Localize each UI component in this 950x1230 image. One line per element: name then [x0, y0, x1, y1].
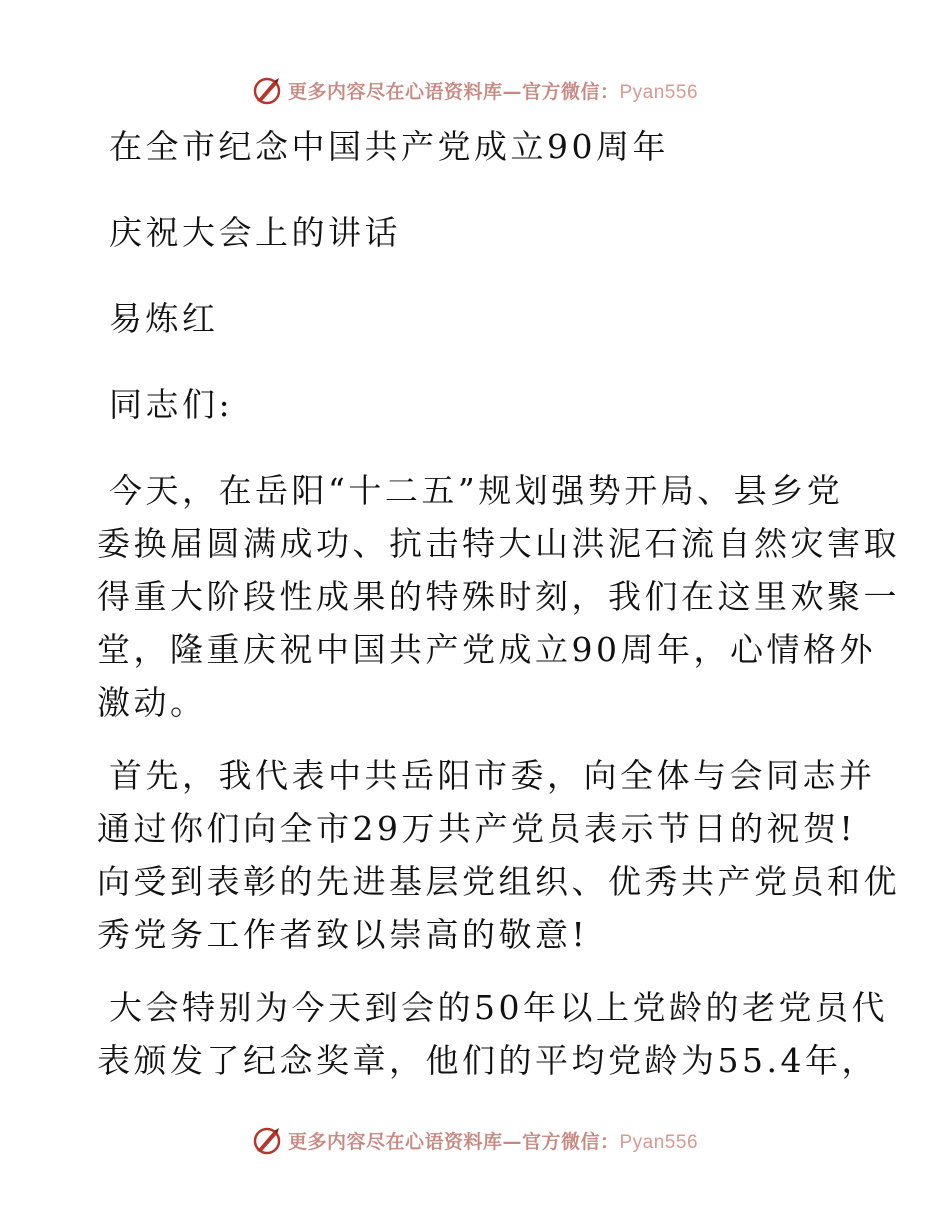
paragraph-line: 大会特别为今天到会的50年以上党龄的老党员代 — [109, 988, 888, 1027]
paragraph-line: 表颁发了纪念奖章，他们的平均党龄为55.4年， — [97, 1041, 878, 1080]
paragraph-line: 通过你们向全市29万共产党员表示节日的祝贺! — [97, 809, 857, 848]
watermark-footer — [0, 1120, 950, 1160]
watermark-text: 更多内容尽在心语资料库—官方微信：Pyan556 — [287, 80, 699, 103]
paragraph-2 — [97, 749, 900, 961]
paragraph-line: 激动。 — [97, 683, 207, 722]
paragraph-line: 委换届圆满成功、抗击特大山洪泥石流自然灾害取 — [97, 524, 900, 563]
speech-title-line-1: 在全市纪念中国共产党成立90周年 — [109, 127, 669, 166]
quill-logo-icon — [252, 1125, 282, 1155]
paragraph-3 — [97, 981, 888, 1087]
speech-heading — [97, 120, 857, 173]
paragraph-line: 首先，我代表中共岳阳市委，向全体与会同志并 — [109, 756, 876, 795]
paragraph-1 — [97, 464, 900, 729]
speech-title-line-2: 庆祝大会上的讲话 — [109, 213, 401, 252]
watermark-header — [0, 70, 950, 110]
paragraph-line: 秀党务工作者致以崇高的敬意! — [97, 915, 589, 954]
paragraph-line: 堂，隆重庆祝中国共产党成立90周年，心情格外 — [97, 630, 876, 669]
speech-heading-2 — [97, 206, 857, 259]
speech-author-block — [97, 292, 857, 345]
document-body — [97, 120, 900, 1107]
paragraph-line: 得重大阶段性成果的特殊时刻，我们在这里欢聚一 — [97, 577, 900, 616]
quill-logo-icon — [252, 75, 282, 105]
watermark-text: 更多内容尽在心语资料库—官方微信：Pyan556 — [287, 1130, 699, 1153]
speech-salutation: 同志们: — [109, 385, 234, 424]
speech-author: 易炼红 — [109, 299, 219, 338]
paragraph-line: 今天，在岳阳“十二五”规划强势开局、县乡党 — [109, 471, 844, 510]
speech-salutation-block — [97, 378, 857, 431]
paragraph-line: 向受到表彰的先进基层党组织、优秀共产党员和优 — [97, 862, 900, 901]
